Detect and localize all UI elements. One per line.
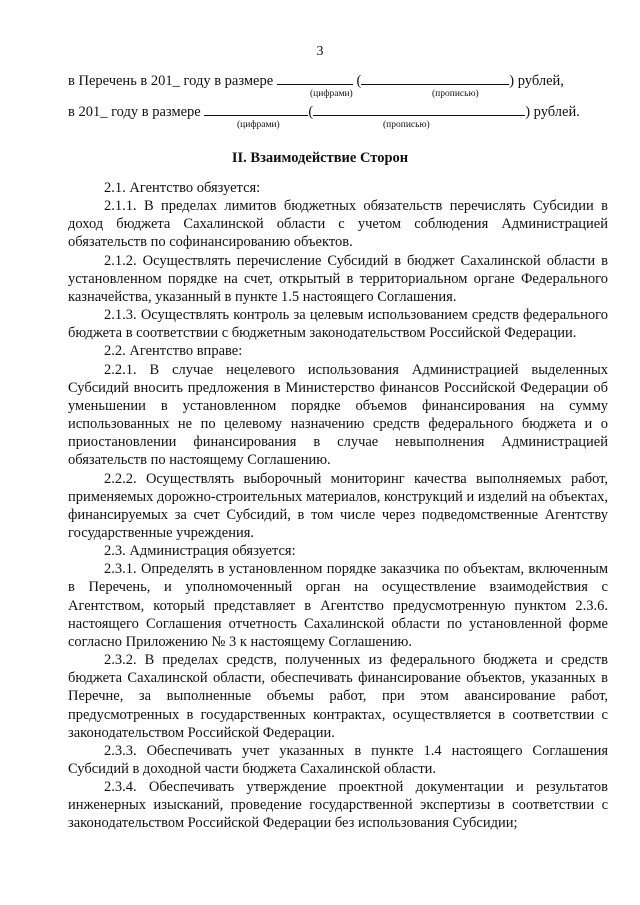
amount-words-blank-2 — [313, 101, 525, 116]
paragraph-2-1-3: 2.1.3. Осуществлять контроль за целевым использованием средств федерального бюджета в соответствии с бюджетным законодательством Российской Федерации. — [68, 307, 608, 342]
amount-line-2-suffix: ) рублей. — [525, 104, 580, 120]
section-body — [68, 179, 608, 833]
paragraph-2-2-2: 2.2.2. Осуществлять выборочный мониторинг качества выполняемых работ, применяемых дорожно-строительных материалов, конструкций и изделий на объектах, финансируемых за счет Субсидий, в том числе через подведомственные Агентству государственные учреждения. — [68, 470, 608, 541]
paragraph-2-1-2: 2.1.2. Осуществлять перечисление Субсидий в бюджет Сахалинской области в установленном порядке на счет, открытый в территориальном органе Федерального казначейства, указанный в пункте 1.5 настоящего Соглашения. — [68, 252, 608, 305]
hint-digits-2: (цифрами) — [237, 120, 280, 130]
section-title: II. Взаимодействие Сторон — [231, 150, 409, 166]
page-number: 3 — [316, 44, 324, 59]
paragraph-2-1-1: 2.1.1. В пределах лимитов бюджетных обязательств перечислять Субсидии в доход бюджета Сахалинской области с учетом соблюдения Администрацией обязательств по софинансированию объектов. — [68, 198, 608, 251]
hint-words-1: (прописью) — [432, 89, 479, 99]
paragraph-2-1: 2.1. Агентство обязуется: — [104, 180, 261, 196]
amount-paren-open-1: ( — [356, 73, 362, 89]
paragraph-2-3-3: 2.3.3. Обеспечивать учет указанных в пункте 1.4 настоящего Соглашения Субсидий в доходной части бюджета Сахалинской области. — [68, 742, 608, 777]
hint-digits-1: (цифрами) — [310, 89, 353, 99]
amount-line-2-text: в 201_ году в размере — [68, 104, 201, 120]
paragraph-2-3-2: 2.3.2. В пределах средств, полученных из федерального бюджета и средств бюджета Сахалинской области, обеспечивать финансирование объектов, указанных в Перечне, за выполненные объемы работ, при этом авансирование работ, предусмотренных в государственных контрактах, осуществляется в соответствии с законодательством Российской Федерации. — [68, 652, 608, 741]
paragraph-2-3-4: 2.3.4. Обеспечивать утверждение проектной документации и результатов инженерных изысканий, проведение государственной экспертизы в соответствии с законодательством Российской Федерации без использования Субсидии; — [68, 779, 608, 832]
amount-paren-open-2: ( — [308, 104, 314, 120]
amount-line-1 — [68, 70, 564, 90]
paragraph-2-3-1: 2.3.1. Определять в установленном порядке заказчика по объектам, включенным в Перечень, и уполномоченный орган на осуществление взаимодействия с Агентством, который представляет в Агентство предусмотренную пунктом 2.3.6. настоящего Соглашения отчетность Сахалинской области по установленной форме согласно Приложению № 3 к настоящему Соглашению. — [68, 561, 608, 650]
amount-digits-blank-2 — [204, 101, 308, 116]
paragraph-2-3: 2.3. Администрация обязуется: — [104, 543, 296, 560]
amount-line-1-text: в Перечень в 201_ году в размере — [68, 73, 274, 89]
amount-words-blank-1 — [361, 70, 509, 85]
paragraph-2-2: 2.2. Агентство вправе: — [104, 343, 243, 360]
paragraph-2-2-1: 2.2.1. В случае нецелевого использования Администрацией выделенных Субсидий вносить предложения в Министерство финансов Российской Федерации об уменьшении в установленном порядке объемов финансирования на сумму использованных не по целевому назначению средств федерального бюджета и о приостановлении финансирования в случае невыполнения Администрацией обязательств по настоящему Соглашению. — [68, 361, 608, 469]
amount-digits-blank-1 — [277, 70, 353, 85]
amount-line-1-suffix: ) рублей, — [509, 73, 564, 89]
amount-line-2 — [68, 101, 580, 121]
hint-words-2: (прописью) — [383, 120, 430, 130]
